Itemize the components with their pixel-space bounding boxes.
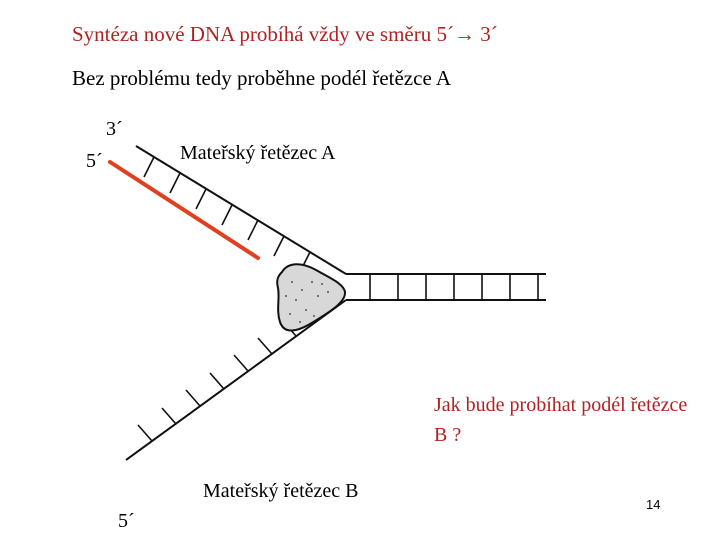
five-prime-label-top: 5´ <box>86 150 103 172</box>
strand-b-label: Mateřský řetězec B <box>203 480 359 502</box>
page-number: 14 <box>646 497 661 512</box>
three-prime-label-top: 3´ <box>106 118 123 140</box>
slide-title: Syntéza nové DNA probíhá vždy ve směru 5´→ 3´ <box>72 22 498 46</box>
strand-a-label: Mateřský řetězec A <box>180 142 336 164</box>
question-text: Jak bude probíhat podél řetězce B ? <box>434 394 688 446</box>
strand-a <box>136 146 346 274</box>
parental-duplex <box>346 274 546 300</box>
five-prime-label-bottom: 5´ <box>118 510 135 532</box>
helicase-blob-icon <box>277 264 345 330</box>
strand-b <box>126 300 346 460</box>
strand-a-bases <box>144 157 310 272</box>
slide-subtitle: Bez problému tedy proběhne podél řetězce A <box>72 66 452 90</box>
